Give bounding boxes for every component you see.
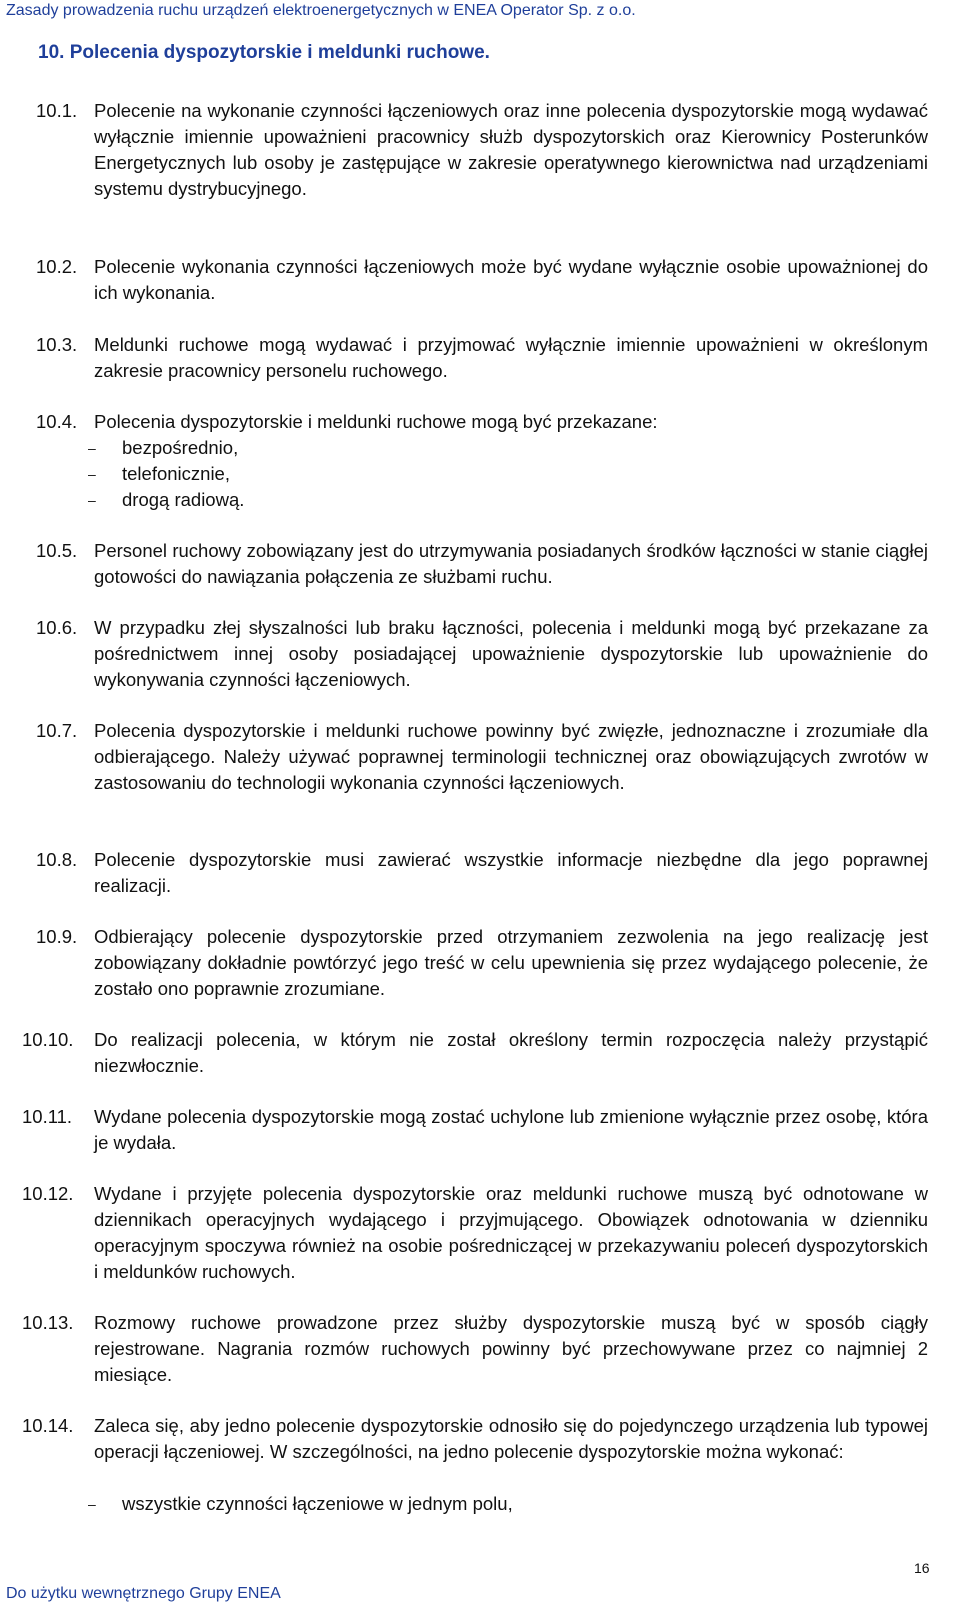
paragraph-number: 10.7. [36,720,78,741]
paragraph-number: 10.3. [36,334,78,355]
paragraph-text: Do realizacji polecenia, w którym nie został określony termin rozpoczęcia należy przystąpić niezwłocznie. [94,1029,928,1076]
paragraph-text: Polecenie dyspozytorskie musi zawierać wszystkie informacje niezbędne dla jego poprawnej realizacji. [94,849,928,896]
paragraph-text: Wydane i przyjęte polecenia dyspozytorskie oraz meldunki ruchowe muszą być odnotowane w dziennikach operacyjnych wydającego i przyjmującego. Obowiązek odnotowania w dzienniku operacyjnym spoczywa również na osobie pośredniczącej w przekazywaniu poleceń dyspozytorskich i meldunków ruchowych. [94,1183,928,1282]
list-item [0,1491,960,1517]
paragraph-text: Meldunki ruchowe mogą wydawać i przyjmować wyłącznie imiennie upoważnieni w określonym zakresie pracownicy personelu ruchowego. [94,334,928,381]
list-item [0,487,960,513]
paragraph-text: Polecenie wykonania czynności łączeniowych może być wydane wyłącznie osobie upoważnionej do ich wykonania. [94,256,928,303]
section-title: 10. Polecenia dyspozytorskie i meldunki ruchowe. [38,42,490,63]
paragraph-number: 10.10. [22,1029,74,1050]
paragraph-text: Odbierający polecenie dyspozytorskie przed otrzymaniem zezwolenia na jego realizację jest zobowiązany dokładnie powtórzyć jego treść w celu upewnienia się przez wydającego polecenie, że zostało ono poprawnie zrozumiane. [94,926,928,999]
paragraph-number: 10.2. [36,256,78,277]
list-item [0,435,960,461]
paragraph-number: 10.4. [36,411,78,432]
paragraph-text: Polecenia dyspozytorskie i meldunki ruchowe powinny być zwięzłe, jednoznaczne i zrozumiałe dla odbierającego. Należy używać poprawnej terminologii technicznej oraz obowiązujących zwrotów w zastosowaniu do technologii wykonania czynności łączeniowych. [94,720,928,793]
paragraph-number: 10.9. [36,926,78,947]
page-header: Zasady prowadzenia ruchu urządzeń elektroenergetycznych w ENEA Operator Sp. z o.o. [6,2,636,19]
dash-bullet-icon: – [88,1496,96,1512]
list-item-text: drogą radiową. [122,489,245,510]
paragraph-number: 10.1. [36,100,78,121]
dash-bullet-icon: – [88,440,96,456]
paragraph-number: 10.8. [36,849,78,870]
paragraph-number: 10.11. [22,1106,73,1127]
paragraph-text: Personel ruchowy zobowiązany jest do utrzymywania posiadanych środków łączności w stanie ciągłej gotowości do nawiązania połączenia ze służbami ruchu. [94,540,928,587]
paragraph-number: 10.6. [36,617,78,638]
page-footer: Do użytku wewnętrznego Grupy ENEA [6,1585,281,1602]
paragraph-text: Zaleca się, aby jedno polecenie dyspozytorskie odnosiło się do pojedynczego urządzenia lub typowej operacji łączeniowej. W szczególności, na jedno polecenie dyspozytorskie można wykonać: [94,1415,928,1462]
list-item-text: wszystkie czynności łączeniowe w jednym polu, [122,1493,513,1514]
dash-bullet-icon: – [88,466,96,482]
paragraph-text: Wydane polecenia dyspozytorskie mogą zostać uchylone lub zmienione wyłącznie przez osobę, która je wydała. [94,1106,928,1153]
list-item-text: bezpośrednio, [122,437,239,458]
dash-bullet-icon: – [88,492,96,508]
paragraph-number: 10.12. [22,1183,74,1204]
paragraph-text: Rozmowy ruchowe prowadzone przez służby dyspozytorskie muszą być w sposób ciągły rejestrowane. Nagrania rozmów ruchowych powinny być przechowywane przez co najmniej 2 miesiące. [94,1312,928,1385]
list-item [0,461,960,487]
list-item-text: telefonicznie, [122,463,230,484]
paragraph-number: 10.5. [36,540,78,561]
paragraph-number: 10.14. [22,1415,74,1436]
paragraph-number: 10.13. [22,1312,74,1333]
paragraph-text: Polecenia dyspozytorskie i meldunki ruchowe mogą być przekazane: [94,411,658,432]
paragraph-text: W przypadku złej słyszalności lub braku łączności, polecenia i meldunki mogą być przekazane za pośrednictwem innej osoby posiadającej upoważnienie dyspozytorskie lub upoważnienie do wykonywania czynności łączeniowych. [94,617,928,690]
page-number: 16 [914,1560,930,1576]
paragraph-text: Polecenie na wykonanie czynności łączeniowych oraz inne polecenia dyspozytorskie mogą wydawać wyłącznie imiennie upoważnieni pracownicy służb dyspozytorskich oraz Kierownicy Posterunków Energetycznych lub osoby je zastępujące w zakresie operatywnego kierownictwa nad urządzeniami systemu dystrybucyjnego. [94,100,928,199]
